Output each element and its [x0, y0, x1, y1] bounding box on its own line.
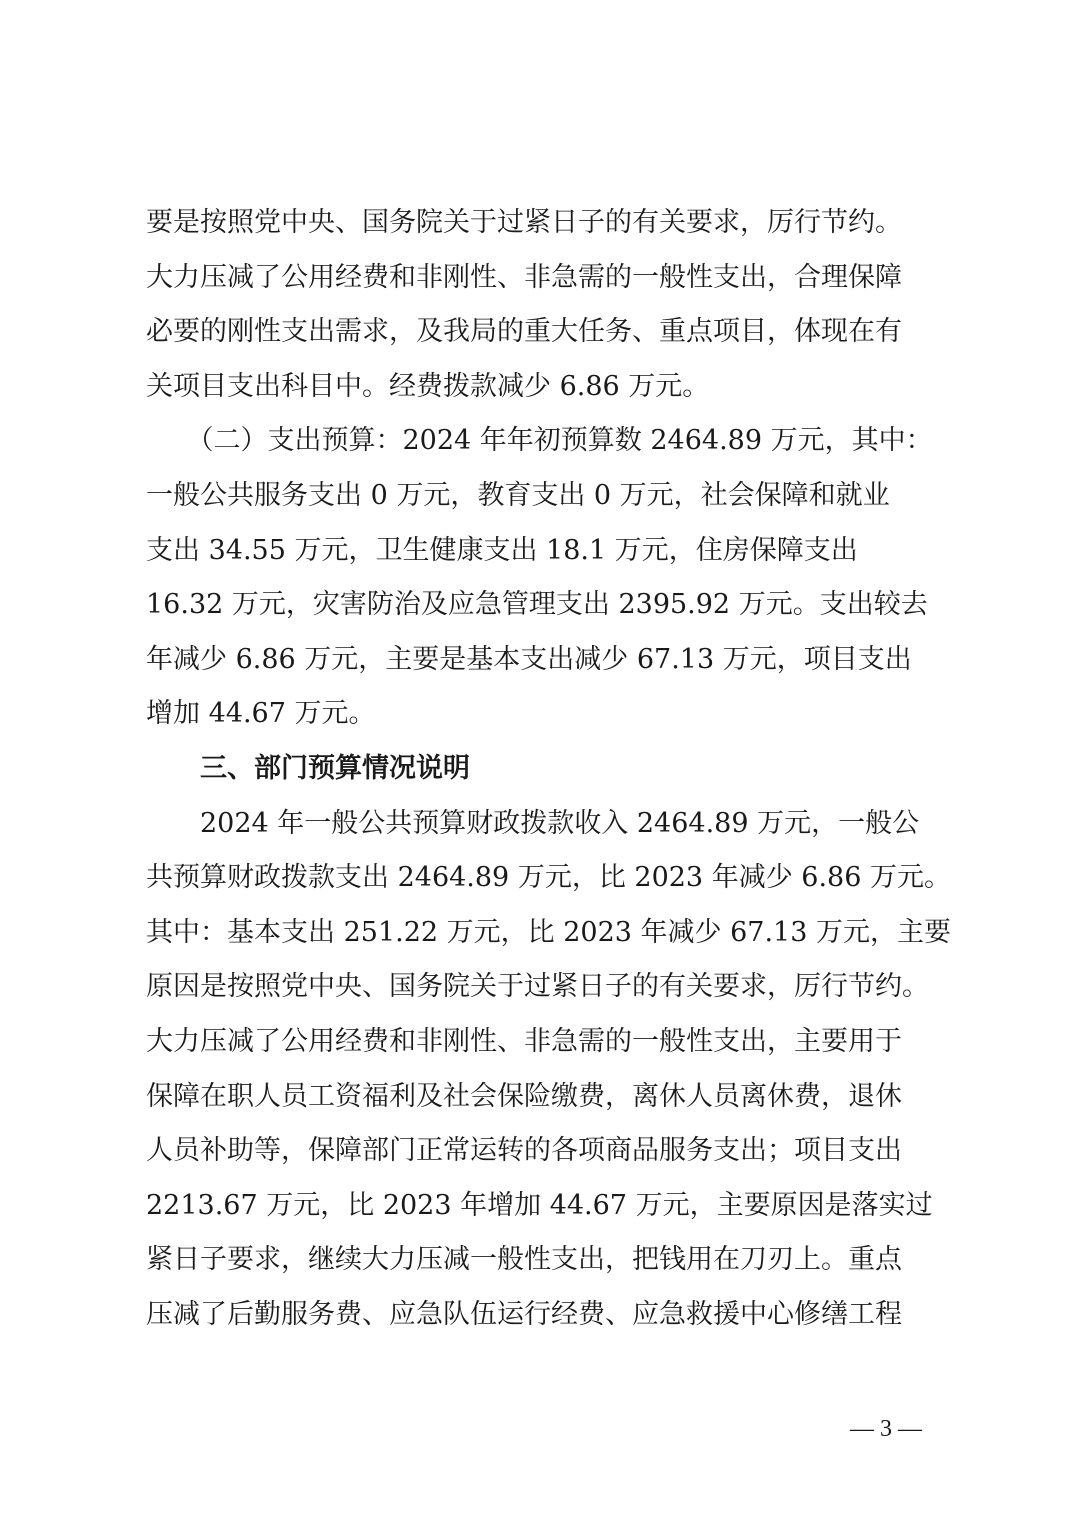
text-line: 2213.67 万元，比 2023 年增加 44.67 万元，主要原因是落实过: [146, 1189, 933, 1221]
text-line: 共预算财政拨款支出 2464.89 万元，比 2023 年减少 6.86 万元。: [146, 862, 951, 894]
text-line: 原因是按照党中央、国务院关于过紧日子的有关要求，厉行节约。: [146, 971, 929, 1003]
text-line: 人员补助等，保障部门正常运转的各项商品服务支出；项目支出: [146, 1135, 902, 1167]
text-line: 紧日子要求，继续大力压减一般性支出，把钱用在刀刃上。重点: [146, 1244, 902, 1276]
text-line: 2024 年一般公共预算财政拨款收入 2464.89 万元，一般公: [146, 807, 920, 839]
page-number: — 3 —: [850, 1416, 922, 1442]
text-line: 保障在职人员工资福利及社会保险缴费，离休人员离休费，退休: [146, 1080, 902, 1112]
text-line: 支出 34.55 万元，卫生健康支出 18.1 万元，住房保障支出: [146, 534, 858, 566]
text-line: 增加 44.67 万元。: [146, 698, 376, 730]
section-heading: 三、部门预算情况说明: [146, 752, 470, 784]
text-line: 年减少 6.86 万元，主要是基本支出减少 67.13 万元，项目支出: [146, 643, 912, 675]
text-line: （二）支出预算：2024 年年初预算数 2464.89 万元，其中：: [146, 425, 933, 457]
text-line: 其中：基本支出 251.22 万元，比 2023 年减少 67.13 万元，主要: [146, 916, 951, 948]
text-line: 压减了后勤服务费、应急队伍运行经费、应急救援中心修缮工程: [146, 1298, 902, 1330]
text-line: 一般公共服务支出 0 万元，教育支出 0 万元，社会保障和就业: [146, 479, 890, 511]
text-line: 大力压减了公用经费和非刚性、非急需的一般性支出，合理保障: [146, 261, 902, 293]
text-line: 大力压减了公用经费和非刚性、非急需的一般性支出，主要用于: [146, 1025, 902, 1057]
text-line: 要是按照党中央、国务院关于过紧日子的有关要求，厉行节约。: [146, 207, 902, 238]
document-body: [146, 196, 951, 1342]
text-line: 关项目支出科目中。经费拨款减少 6.86 万元。: [146, 370, 710, 402]
text-line: 16.32 万元，灾害防治及应急管理支出 2395.92 万元。支出较去: [146, 589, 928, 621]
text-line: 必要的刚性支出需求，及我局的重大任务、重点项目，体现在有: [146, 316, 902, 348]
